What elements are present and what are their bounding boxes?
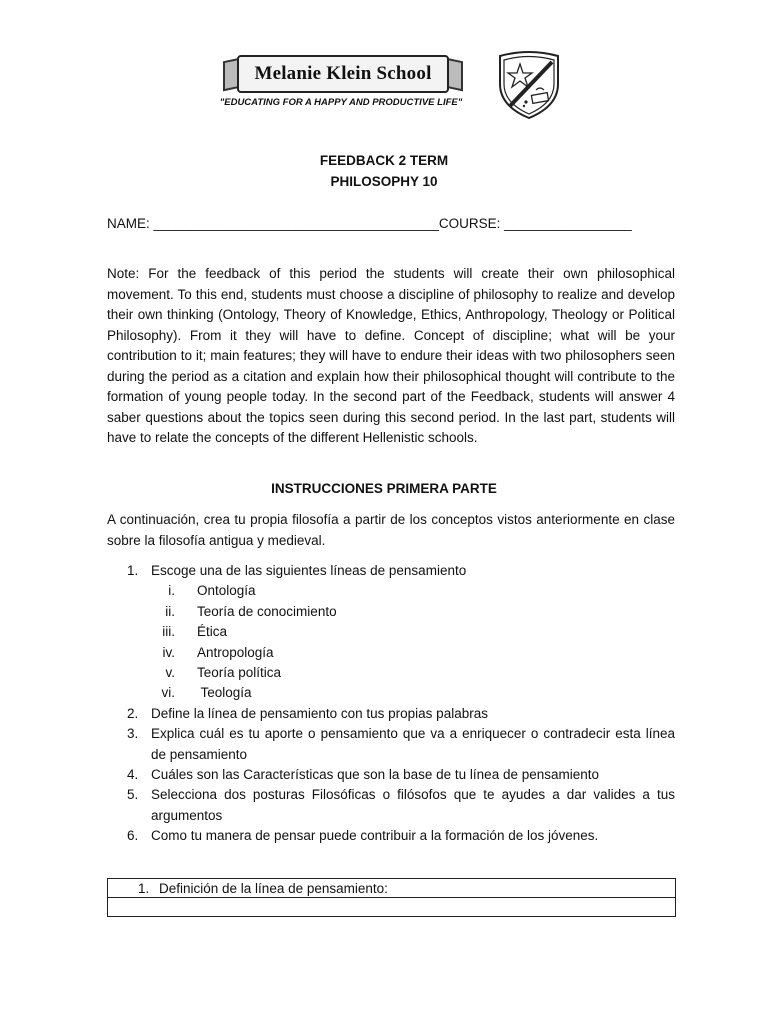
sub-list-item: [107, 622, 675, 642]
sub-list-item: [107, 663, 675, 683]
sub-list-text: Ética: [197, 624, 228, 640]
sub-list-number: i.: [168, 583, 175, 599]
school-crest-icon: [496, 50, 562, 120]
name-label: NAME:: [107, 216, 150, 231]
course-blank: _________________: [504, 216, 632, 231]
sub-list-item: [107, 683, 675, 703]
list-number: 6.: [127, 828, 139, 844]
list-number: 2.: [127, 705, 139, 721]
sub-list-number: ii.: [165, 603, 175, 619]
name-course-line: [107, 216, 632, 231]
sub-list-item: [107, 581, 675, 601]
intro-paragraph: A continuación, crea tu propia filosofía a partir de los conceptos vistos anteriormente en clase sobre la filosofía antigua y medieval.: [107, 512, 675, 548]
note-paragraph: Note: For the feedback of this period the students will create their own philosophical movement. To this end, students must choose a discipline of philosophy to realize and develop their own thinking (Ontology, Theory of Knowledge, Ethics, Anthropology, Theology or Political Philosophy). From it they will have to define. Concept of discipline; what will be your contribution to it; main features; they will have to endure their ideas with two philosophers seen during the period as a citation and explain how their philosophical thought will contribute to the formation of young people today. In the second part of the Feedback, students will answer 4 saber questions about the topics seen during this second period. In the last part, students will have to relate the concepts of the different Hellenistic schools.: [107, 266, 675, 445]
table-header-label: Definición de la línea de pensamiento:: [159, 880, 388, 896]
school-slogan: "EDUCATING FOR A HAPPY AND PRODUCTIVE LIFE": [219, 97, 463, 108]
sub-list-text: Ontología: [197, 583, 256, 599]
table-header-cell: [108, 879, 676, 898]
section-title: INSTRUCCIONES PRIMERA PARTE: [271, 481, 497, 496]
list-number: 4.: [127, 767, 139, 783]
logo-banner: [237, 55, 449, 93]
list-text: Cuáles son las Características que son la base de tu línea de pensamiento: [151, 767, 600, 783]
list-item: [107, 704, 675, 724]
list-item: [107, 724, 675, 765]
list-text: Como tu manera de pensar puede contribuir a la formación de los jóvenes.: [151, 828, 599, 844]
list-text: Escoge una de las siguientes líneas de pensamiento: [151, 563, 467, 578]
instructions-list: [107, 561, 675, 847]
sub-list-item: [107, 643, 675, 663]
list-item: [107, 826, 675, 846]
list-item: [107, 785, 675, 826]
sub-list-item: [107, 602, 675, 622]
name-blank: ______________________________________: [153, 216, 439, 231]
sub-list-text: Teoría política: [197, 665, 282, 681]
sub-list-text: Teoría de conocimiento: [197, 603, 337, 619]
list-text: Selecciona dos posturas Filosóficas o filósofos que te ayudes a dar valides a tus argumentos: [151, 787, 675, 823]
document-subtitle: PHILOSOPHY 10: [330, 174, 438, 189]
list-number: 3.: [127, 726, 139, 742]
list-item: [107, 561, 675, 581]
table-header-number: 1.: [138, 880, 150, 896]
sub-list-number: v.: [165, 665, 175, 681]
list-number: 5.: [127, 787, 139, 803]
table-row: [108, 879, 676, 898]
sub-list-number: iii.: [162, 624, 175, 640]
document-title: FEEDBACK 2 TERM: [319, 153, 449, 168]
sub-list-text: Teología: [197, 685, 252, 701]
list-text: Define la línea de pensamiento con tus propias palabras: [151, 705, 488, 721]
answer-cell[interactable]: [108, 898, 676, 917]
table-row: [108, 898, 676, 917]
school-name: Melanie Klein School: [254, 63, 432, 84]
school-logo: [219, 45, 463, 118]
sub-list-number: iv.: [162, 644, 175, 660]
answer-table: [107, 878, 676, 917]
sub-list-text: Antropología: [197, 644, 274, 660]
sub-list-number: vi.: [161, 685, 175, 701]
list-number: 1.: [127, 563, 139, 578]
course-label: COURSE:: [438, 216, 501, 231]
list-item: [107, 765, 675, 785]
list-text: Explica cuál es tu aporte o pensamiento que va a enriquecer o contradecir esta línea de pensamiento: [151, 726, 675, 762]
